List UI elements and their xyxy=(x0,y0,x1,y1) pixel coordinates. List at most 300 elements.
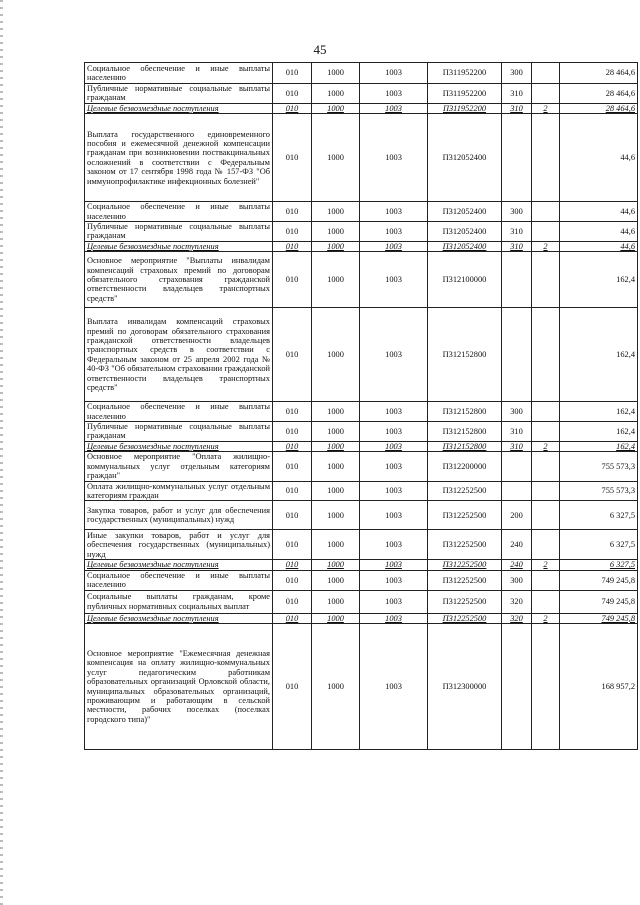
subsection-code-cell xyxy=(360,84,428,104)
table-row xyxy=(85,570,638,590)
expense-type-text: 310 xyxy=(510,241,523,251)
table-row xyxy=(85,624,638,750)
target-article-cell xyxy=(428,501,502,530)
amount-cell xyxy=(560,530,638,560)
source-code-cell xyxy=(532,308,560,402)
target-article-text: П312252500 xyxy=(442,613,487,623)
source-code-cell xyxy=(532,590,560,613)
section-code-cell xyxy=(312,452,360,481)
ministry-code-cell xyxy=(273,422,312,442)
table-row-target-receipts xyxy=(85,103,638,113)
subsection-code-cell xyxy=(360,481,428,501)
row-name-text: Публичные нормативные социальные выплаты гражданам xyxy=(87,84,270,103)
row-name-cell xyxy=(85,63,273,84)
target-article-cell xyxy=(428,202,502,222)
amount-text: 6 327,5 xyxy=(609,540,635,550)
source-code-text: 2 xyxy=(543,441,548,451)
source-code-cell xyxy=(532,560,560,570)
ministry-code-cell xyxy=(273,114,312,202)
row-name-text: Основное мероприятие "Выплаты инвалидам компенсаций страховых премий по договорам обязательного страхования гражданской ответственности владельцев транспортных средств" xyxy=(87,256,270,303)
subsection-code-cell xyxy=(360,441,428,451)
target-article-text: П312152800 xyxy=(442,406,487,416)
section-code-cell xyxy=(312,84,360,104)
amount-text: 162,4 xyxy=(616,426,635,436)
ministry-code-text: 010 xyxy=(285,461,299,471)
ministry-code-cell xyxy=(273,570,312,590)
source-code-cell xyxy=(532,613,560,623)
subsection-code-cell xyxy=(360,624,428,750)
source-code-cell xyxy=(532,501,560,530)
subsection-code-text: 1003 xyxy=(385,68,402,78)
row-name-text: Иные закупки товаров, работ и услуг для обеспечения государственных (муниципальных) нужд xyxy=(87,530,270,559)
target-article-cell xyxy=(428,241,502,251)
ministry-code-text: 010 xyxy=(285,275,299,285)
target-article-text: П312152800 xyxy=(442,350,487,360)
amount-cell xyxy=(560,501,638,530)
page-number: 45 xyxy=(313,42,327,57)
expense-type-cell xyxy=(502,202,532,222)
ministry-code-cell xyxy=(273,402,312,422)
section-code-cell xyxy=(312,613,360,623)
ministry-code-text: 010 xyxy=(285,613,299,623)
source-code-cell xyxy=(532,570,560,590)
ministry-code-text: 010 xyxy=(285,510,299,520)
target-article-cell xyxy=(428,252,502,308)
row-name-cell xyxy=(85,481,273,501)
source-code-cell xyxy=(532,481,560,501)
subsection-code-cell xyxy=(360,308,428,402)
row-name-cell xyxy=(85,590,273,613)
expense-type-text: 320 xyxy=(510,597,523,607)
row-name-cell xyxy=(85,570,273,590)
amount-cell xyxy=(560,252,638,308)
subsection-code-text: 1003 xyxy=(385,350,402,360)
ministry-code-cell xyxy=(273,624,312,750)
section-code-cell xyxy=(312,252,360,308)
subsection-code-cell xyxy=(360,570,428,590)
target-article-cell xyxy=(428,452,502,481)
amount-text: 162,4 xyxy=(616,441,635,451)
ministry-code-cell xyxy=(273,63,312,84)
section-code-text: 1000 xyxy=(327,510,344,520)
source-code-text: 2 xyxy=(543,241,548,251)
subsection-code-text: 1003 xyxy=(385,486,402,496)
section-code-cell xyxy=(312,590,360,613)
expense-type-cell xyxy=(502,530,532,560)
amount-cell xyxy=(560,613,638,623)
row-name-text: Целевые безвозмездные поступления xyxy=(87,560,219,570)
ministry-code-cell xyxy=(273,222,312,242)
section-code-text: 1000 xyxy=(327,441,344,451)
section-code-text: 1000 xyxy=(327,275,344,285)
target-article-text: П312152800 xyxy=(442,426,487,436)
row-name-cell xyxy=(85,560,273,570)
expense-type-text: 320 xyxy=(510,613,523,623)
ministry-code-cell xyxy=(273,501,312,530)
target-article-text: П312200000 xyxy=(442,461,487,471)
row-name-text: Выплата инвалидам компенсаций страховых премий по договорам обязательного страхования гражданской ответственности владельцев транспортных средств в соответствии с Федеральным законом от 25 апреля 2002 года № 40-ФЗ "Об обязательном страховании гражданской ответственности владельцев транспортных средств" xyxy=(87,317,270,392)
amount-text: 168 957,2 xyxy=(601,681,635,691)
subsection-code-cell xyxy=(360,560,428,570)
amount-cell xyxy=(560,441,638,451)
target-article-cell xyxy=(428,222,502,242)
section-code-cell xyxy=(312,402,360,422)
ministry-code-text: 010 xyxy=(285,486,299,496)
target-article-cell xyxy=(428,114,502,202)
target-article-text: П311952200 xyxy=(442,103,487,113)
source-code-cell xyxy=(532,114,560,202)
expense-type-cell xyxy=(502,501,532,530)
table-row xyxy=(85,452,638,481)
row-name-text: Социальные выплаты гражданам, кроме публичных нормативных социальных выплат xyxy=(87,592,270,611)
target-article-cell xyxy=(428,103,502,113)
subsection-code-text: 1003 xyxy=(385,560,402,570)
section-code-text: 1000 xyxy=(327,226,344,236)
amount-cell xyxy=(560,560,638,570)
source-code-text: 2 xyxy=(543,103,548,113)
table-row xyxy=(85,308,638,402)
row-name-cell xyxy=(85,202,273,222)
row-name-cell xyxy=(85,441,273,451)
source-code-cell xyxy=(532,624,560,750)
subsection-code-text: 1003 xyxy=(385,406,402,416)
row-name-cell xyxy=(85,613,273,623)
section-code-cell xyxy=(312,241,360,251)
expense-type-text: 300 xyxy=(510,206,523,216)
ministry-code-text: 010 xyxy=(285,560,299,570)
row-name-cell xyxy=(85,452,273,481)
source-code-cell xyxy=(532,241,560,251)
subsection-code-cell xyxy=(360,114,428,202)
target-article-text: П312252500 xyxy=(442,540,487,550)
section-code-cell xyxy=(312,501,360,530)
section-code-cell xyxy=(312,114,360,202)
section-code-cell xyxy=(312,441,360,451)
expense-type-text: 240 xyxy=(510,540,523,550)
section-code-text: 1000 xyxy=(327,68,344,78)
amount-cell xyxy=(560,103,638,113)
amount-text: 749 245,8 xyxy=(601,575,635,585)
amount-cell xyxy=(560,202,638,222)
table-row xyxy=(85,84,638,104)
row-name-text: Целевые безвозмездные поступления xyxy=(87,613,219,623)
amount-text: 6 327,5 xyxy=(609,510,635,520)
target-article-text: П312100000 xyxy=(442,275,487,285)
ministry-code-text: 010 xyxy=(285,681,299,691)
source-code-text: 2 xyxy=(543,560,548,570)
target-article-cell xyxy=(428,590,502,613)
amount-cell xyxy=(560,570,638,590)
source-code-cell xyxy=(532,422,560,442)
expense-type-cell xyxy=(502,590,532,613)
source-code-cell xyxy=(532,202,560,222)
table-row xyxy=(85,501,638,530)
row-name-cell xyxy=(85,422,273,442)
ministry-code-cell xyxy=(273,202,312,222)
amount-text: 44,6 xyxy=(620,206,635,216)
ministry-code-cell xyxy=(273,308,312,402)
budget-table xyxy=(84,62,638,750)
expense-type-text: 310 xyxy=(510,441,523,451)
row-name-cell xyxy=(85,222,273,242)
amount-text: 44,6 xyxy=(620,226,635,236)
source-code-cell xyxy=(532,441,560,451)
amount-cell xyxy=(560,590,638,613)
expense-type-text: 300 xyxy=(510,575,523,585)
row-name-text: Публичные нормативные социальные выплаты гражданам xyxy=(87,222,270,241)
expense-type-cell xyxy=(502,570,532,590)
row-name-cell xyxy=(85,402,273,422)
ministry-code-cell xyxy=(273,452,312,481)
amount-text: 755 573,3 xyxy=(601,486,635,496)
expense-type-cell xyxy=(502,252,532,308)
section-code-cell xyxy=(312,530,360,560)
subsection-code-text: 1003 xyxy=(385,206,402,216)
table-row xyxy=(85,481,638,501)
subsection-code-text: 1003 xyxy=(385,681,402,691)
expense-type-text: 300 xyxy=(510,68,523,78)
row-name-text: Выплата государственного единовременного пособия и ежемесячной денежной компенсации гражданам при возникновении поствакцинальных осложнений в соответствии с Федеральным законом от 17 сентября 1998 года № 157-ФЗ "Об иммунопрофилактике инфекционных болезней" xyxy=(87,129,270,186)
subsection-code-cell xyxy=(360,63,428,84)
amount-cell xyxy=(560,422,638,442)
row-name-text: Социальное обеспечение и иные выплаты населению xyxy=(87,570,270,590)
amount-text: 749 245,8 xyxy=(601,613,635,623)
amount-text: 749 245,8 xyxy=(601,597,635,607)
ministry-code-text: 010 xyxy=(285,103,299,113)
target-article-cell xyxy=(428,441,502,451)
target-article-text: П312052400 xyxy=(442,226,487,236)
section-code-text: 1000 xyxy=(327,575,344,585)
amount-cell xyxy=(560,84,638,104)
ministry-code-text: 010 xyxy=(285,597,299,607)
table-row xyxy=(85,402,638,422)
section-code-text: 1000 xyxy=(327,103,344,113)
row-name-cell xyxy=(85,501,273,530)
expense-type-text: 310 xyxy=(510,426,523,436)
subsection-code-cell xyxy=(360,103,428,113)
source-code-cell xyxy=(532,222,560,242)
expense-type-cell xyxy=(502,241,532,251)
subsection-code-cell xyxy=(360,402,428,422)
target-article-text: П312052400 xyxy=(442,153,487,163)
expense-type-cell xyxy=(502,452,532,481)
amount-text: 28 464,6 xyxy=(605,88,635,98)
table-row xyxy=(85,422,638,442)
row-name-cell xyxy=(85,252,273,308)
subsection-code-text: 1003 xyxy=(385,597,402,607)
target-article-text: П312300000 xyxy=(442,681,487,691)
expense-type-text: 310 xyxy=(510,226,523,236)
section-code-text: 1000 xyxy=(327,597,344,607)
target-article-cell xyxy=(428,481,502,501)
expense-type-cell xyxy=(502,308,532,402)
table-row xyxy=(85,530,638,560)
expense-type-cell xyxy=(502,222,532,242)
ministry-code-cell xyxy=(273,530,312,560)
ministry-code-text: 010 xyxy=(285,441,299,451)
section-code-text: 1000 xyxy=(327,560,344,570)
row-name-cell xyxy=(85,624,273,750)
amount-cell xyxy=(560,241,638,251)
target-article-text: П312252500 xyxy=(442,575,487,585)
subsection-code-text: 1003 xyxy=(385,441,402,451)
subsection-code-text: 1003 xyxy=(385,613,402,623)
expense-type-cell xyxy=(502,103,532,113)
ministry-code-text: 010 xyxy=(285,575,299,585)
source-code-cell xyxy=(532,452,560,481)
expense-type-text: 310 xyxy=(510,88,523,98)
section-code-cell xyxy=(312,202,360,222)
subsection-code-cell xyxy=(360,452,428,481)
section-code-text: 1000 xyxy=(327,206,344,216)
section-code-text: 1000 xyxy=(327,426,344,436)
expense-type-cell xyxy=(502,63,532,84)
amount-cell xyxy=(560,452,638,481)
amount-text: 755 573,3 xyxy=(601,461,635,471)
row-name-cell xyxy=(85,103,273,113)
expense-type-cell xyxy=(502,422,532,442)
amount-cell xyxy=(560,222,638,242)
ministry-code-cell xyxy=(273,103,312,113)
target-article-cell xyxy=(428,308,502,402)
target-article-cell xyxy=(428,613,502,623)
section-code-cell xyxy=(312,481,360,501)
section-code-text: 1000 xyxy=(327,88,344,98)
target-article-text: П312152800 xyxy=(442,441,487,451)
table-row xyxy=(85,590,638,613)
expense-type-cell xyxy=(502,560,532,570)
amount-cell xyxy=(560,481,638,501)
row-name-cell xyxy=(85,114,273,202)
ministry-code-cell xyxy=(273,84,312,104)
subsection-code-cell xyxy=(360,202,428,222)
target-article-cell xyxy=(428,84,502,104)
amount-text: 28 464,6 xyxy=(605,103,635,113)
target-article-cell xyxy=(428,402,502,422)
row-name-text: Социальное обеспечение и иные выплаты населению xyxy=(87,202,270,221)
subsection-code-text: 1003 xyxy=(385,510,402,520)
amount-cell xyxy=(560,114,638,202)
ministry-code-cell xyxy=(273,590,312,613)
section-code-cell xyxy=(312,63,360,84)
ministry-code-text: 010 xyxy=(285,540,299,550)
row-name-text: Целевые безвозмездные поступления xyxy=(87,103,219,113)
target-article-text: П312252500 xyxy=(442,597,487,607)
subsection-code-text: 1003 xyxy=(385,226,402,236)
expense-type-cell xyxy=(502,613,532,623)
expense-type-text: 310 xyxy=(510,103,523,113)
source-code-text: 2 xyxy=(543,613,548,623)
amount-cell xyxy=(560,63,638,84)
target-article-cell xyxy=(428,624,502,750)
target-article-cell xyxy=(428,560,502,570)
section-code-cell xyxy=(312,103,360,113)
expense-type-text: 240 xyxy=(510,560,523,570)
section-code-text: 1000 xyxy=(327,153,344,163)
ministry-code-text: 010 xyxy=(285,226,299,236)
target-article-cell xyxy=(428,570,502,590)
expense-type-cell xyxy=(502,441,532,451)
section-code-text: 1000 xyxy=(327,350,344,360)
subsection-code-cell xyxy=(360,501,428,530)
row-name-text: Целевые безвозмездные поступления xyxy=(87,241,219,251)
ministry-code-text: 010 xyxy=(285,350,299,360)
subsection-code-cell xyxy=(360,252,428,308)
ministry-code-cell xyxy=(273,241,312,251)
ministry-code-text: 010 xyxy=(285,406,299,416)
row-name-cell xyxy=(85,84,273,104)
section-code-cell xyxy=(312,422,360,442)
target-article-text: П312252500 xyxy=(442,510,487,520)
section-code-text: 1000 xyxy=(327,681,344,691)
expense-type-cell xyxy=(502,84,532,104)
row-name-cell xyxy=(85,308,273,402)
expense-type-cell xyxy=(502,624,532,750)
subsection-code-text: 1003 xyxy=(385,103,402,113)
amount-text: 44,6 xyxy=(620,153,635,163)
target-article-text: П312252500 xyxy=(442,560,487,570)
table-row xyxy=(85,202,638,222)
target-article-cell xyxy=(428,530,502,560)
row-name-cell xyxy=(85,530,273,560)
expense-type-cell xyxy=(502,402,532,422)
amount-text: 28 464,6 xyxy=(605,68,635,78)
subsection-code-cell xyxy=(360,422,428,442)
source-code-cell xyxy=(532,84,560,104)
subsection-code-cell xyxy=(360,530,428,560)
ministry-code-text: 010 xyxy=(285,153,299,163)
table-row xyxy=(85,114,638,202)
target-article-text: П312052400 xyxy=(442,206,487,216)
expense-type-text: 200 xyxy=(510,510,523,520)
scan-edge-artifact xyxy=(0,0,3,905)
table-row-target-receipts xyxy=(85,613,638,623)
row-name-text: Социальное обеспечение и иные выплаты населению xyxy=(87,63,270,82)
row-name-text: Основное мероприятие "Ежемесячная денежная компенсация на оплату жилищно-коммунальных услуг педагогическим работникам образовательных организаций Орловской области, муниципальных образовательных организаций, проживающим и работающим в сельской местности, рабочих поселках (поселках городского типа)" xyxy=(87,649,270,724)
amount-text: 44,6 xyxy=(620,241,635,251)
ministry-code-text: 010 xyxy=(285,241,299,251)
row-name-text: Закупка товаров, работ и услуг для обеспечения государственных (муниципальных) нужд xyxy=(87,505,270,525)
row-name-text: Публичные нормативные социальные выплаты гражданам xyxy=(87,422,270,441)
section-code-cell xyxy=(312,308,360,402)
subsection-code-cell xyxy=(360,613,428,623)
target-article-cell xyxy=(428,422,502,442)
ministry-code-cell xyxy=(273,481,312,501)
amount-cell xyxy=(560,624,638,750)
amount-text: 162,4 xyxy=(616,275,635,285)
subsection-code-text: 1003 xyxy=(385,153,402,163)
row-name-text: Основное мероприятие "Оплата жилищно-коммунальных услуг отдельным категориям граждан" xyxy=(87,452,270,481)
subsection-code-text: 1003 xyxy=(385,275,402,285)
target-article-text: П311952200 xyxy=(442,68,487,78)
ministry-code-cell xyxy=(273,560,312,570)
section-code-text: 1000 xyxy=(327,613,344,623)
table-row xyxy=(85,252,638,308)
section-code-cell xyxy=(312,570,360,590)
amount-text: 162,4 xyxy=(616,350,635,360)
table-row-target-receipts xyxy=(85,441,638,451)
source-code-cell xyxy=(532,63,560,84)
expense-type-text: 300 xyxy=(510,406,523,416)
ministry-code-text: 010 xyxy=(285,206,299,216)
amount-cell xyxy=(560,308,638,402)
section-code-cell xyxy=(312,624,360,750)
expense-type-cell xyxy=(502,114,532,202)
row-name-text: Оплата жилищно-коммунальных услуг отдельным категориям граждан xyxy=(87,481,270,500)
table-row xyxy=(85,222,638,242)
target-article-text: П312052400 xyxy=(442,241,487,251)
table-row xyxy=(85,63,638,84)
